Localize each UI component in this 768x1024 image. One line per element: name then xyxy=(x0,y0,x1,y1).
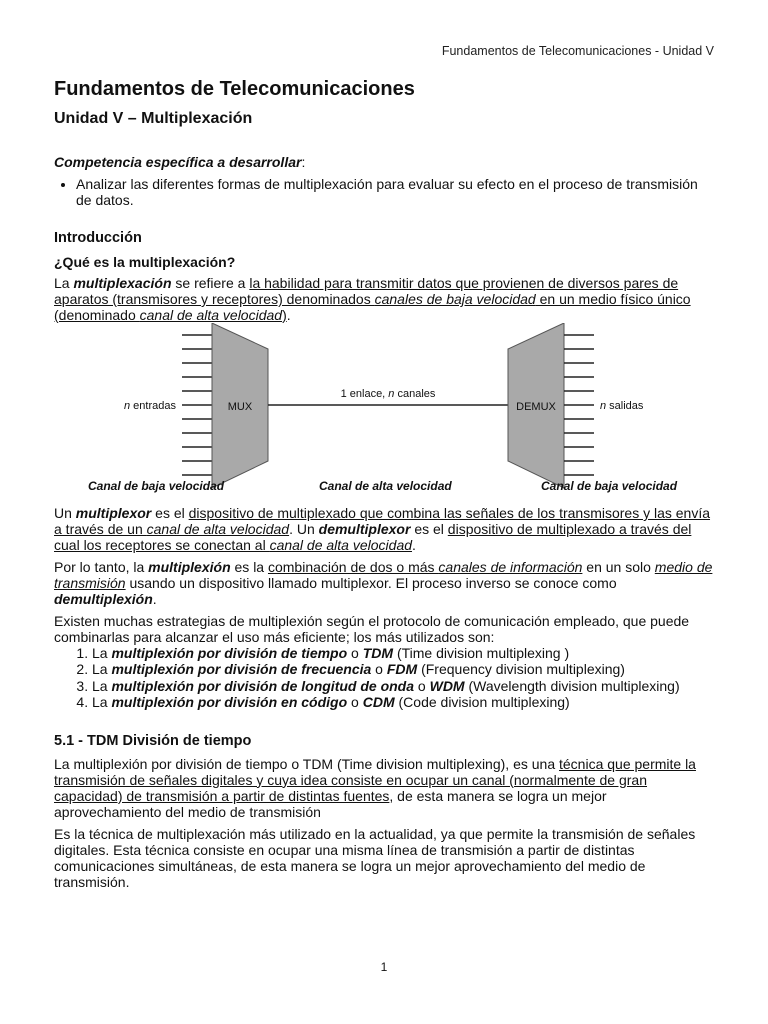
strategy-desc: (Frequency division multiplexing) xyxy=(417,661,625,678)
outputs-label-n: n xyxy=(600,400,607,412)
tdm-paragraph-2: Es la técnica de multiplexación más utilizado en la actualidad, ya que permite la transmisión de señales digitales. Esta técnica consiste en ocupar una misma línea de transmisión a partir de distintas comunicaciones simultáneas, de esta manera se logra un mejor aprovechamiento del medio de transmisión. xyxy=(54,825,696,890)
intro-question: ¿Qué es la multiplexación? xyxy=(54,254,236,270)
strategy-abbr: CDM xyxy=(362,694,395,711)
input-lines xyxy=(182,335,212,475)
multiplexor-paragraph xyxy=(54,505,714,553)
term-multiplexacion: multiplexación xyxy=(73,275,172,291)
inputs-label-text: entradas xyxy=(130,400,176,412)
competencia-colon: : xyxy=(301,154,306,170)
term-multiplexor: multiplexor xyxy=(75,505,152,521)
term-multiplexion: multiplexión xyxy=(148,559,231,575)
caption-low-speed-right: Canal de baja velocidad xyxy=(541,479,678,493)
multiplexion-paragraph xyxy=(54,559,714,607)
competencia-bullet: • Analizar las diferentes formas de multiplexación para evaluar su efecto en el proceso de transmisión de datos. xyxy=(76,176,714,208)
term-canal-alta: canal de alta velocidad xyxy=(146,521,290,537)
text-run: o xyxy=(371,661,387,678)
link-label-prefix: 1 enlace, xyxy=(340,388,389,400)
competencia-label-text: Competencia específica a desarrollar xyxy=(54,154,302,170)
competencia-list xyxy=(54,176,714,208)
strategy-name: multiplexión por división de tiempo xyxy=(111,645,348,661)
term-canal-alta: canal de alta velocidad xyxy=(139,307,283,323)
link-label-n: n xyxy=(388,388,395,400)
page-number: 1 xyxy=(380,960,388,974)
inputs-label xyxy=(124,400,176,412)
underlined-definition xyxy=(268,559,582,575)
text-run: La xyxy=(92,645,112,661)
running-header: Fundamentos de Telecomunicaciones - Unidad V xyxy=(441,44,714,58)
link-label-suffix: canales xyxy=(394,388,436,400)
text-run: La xyxy=(54,275,74,291)
text-run: es el xyxy=(151,505,189,521)
page-subtitle: Unidad V – Multiplexación xyxy=(54,110,253,127)
strategies-intro: Existen muchas estrategias de multiplexión según el protocolo de comunicación empleado, que puede combinarlas para alcanzar el uso más eficiente; los más utilizados son: xyxy=(54,613,690,645)
text-run: . xyxy=(152,591,157,607)
text-run: la habilidad para transmitir datos que provienen de diversos pares de aparatos (transmisores y receptores) denominados xyxy=(54,275,679,307)
strategy-name: multiplexión por división en código xyxy=(111,694,348,711)
text-run: Un xyxy=(54,505,76,521)
tdm-paragraph-1 xyxy=(54,756,714,820)
demux-label: DEMUX xyxy=(516,401,556,413)
strategy-abbr: TDM xyxy=(362,645,394,661)
inputs-label-n: n xyxy=(124,400,131,412)
strategy-abbr: WDM xyxy=(429,677,465,694)
strategy-item-tdm xyxy=(92,645,714,661)
text-run: . xyxy=(412,537,416,553)
text-run: dispositivo de multiplexado que combina las señales de los transmisores y las envía a través de un xyxy=(54,505,711,537)
caption-low-speed-left: Canal de baja velocidad xyxy=(88,479,225,493)
text-run: , de esta manera se logra un mejor aprovechamiento del medio de transmisión xyxy=(54,787,607,820)
text-run: . xyxy=(286,307,291,323)
text-run: La xyxy=(92,661,112,678)
term-demultiplexor: demultiplexor xyxy=(318,521,411,537)
strategy-item-cdm xyxy=(92,694,714,710)
text-run: es la xyxy=(230,559,268,575)
page-content xyxy=(54,78,714,890)
text-run: o xyxy=(414,677,430,694)
mux-demux-diagram xyxy=(54,323,714,505)
competencia-label xyxy=(54,154,714,170)
text-run: se refiere a xyxy=(171,275,250,291)
intro-paragraph xyxy=(54,275,714,323)
underlined-definition: técnica que permite la transmisión de señales digitales y cuya idea consiste en ocupar un canal (normalmente de gran capacidad) de transmisión a partir de distintas fuentes xyxy=(54,755,696,804)
text-run: dispositivo de multiplexado a través del cual los receptores se conectan al xyxy=(54,521,692,553)
text-run: combinación de dos o más xyxy=(267,559,439,575)
strategy-name: multiplexión por división de frecuencia xyxy=(111,661,372,678)
caption-high-speed: Canal de alta velocidad xyxy=(319,479,452,493)
text-run: usando un dispositivo llamado multiplexor. El proceso inverso se conoce como xyxy=(125,575,617,591)
section-heading-tdm: 5.1 - TDM División de tiempo xyxy=(54,732,252,749)
strategy-desc: (Time division multiplexing ) xyxy=(393,645,570,661)
text-run: o xyxy=(347,694,363,711)
strategy-abbr: FDM xyxy=(386,661,418,678)
text-run: en un solo xyxy=(582,559,655,575)
outputs-label xyxy=(600,400,644,412)
strategies-list xyxy=(54,645,714,711)
mux-label: MUX xyxy=(227,401,253,413)
text-run: . Un xyxy=(289,521,319,537)
text-run: La xyxy=(92,694,112,711)
text-run: Por lo tanto, la xyxy=(54,559,149,575)
term-canales-informacion: canales de información xyxy=(438,559,583,575)
page-title: Fundamentos de Telecomunicaciones xyxy=(54,78,415,100)
term-canal-alta: canal de alta velocidad xyxy=(269,537,413,553)
strategy-desc: (Code division multiplexing) xyxy=(394,694,570,711)
text-run: La xyxy=(92,677,112,694)
strategy-desc: (Wavelength division multiplexing) xyxy=(464,677,680,694)
outputs-label-text: salidas xyxy=(606,400,644,412)
text-run: La multiplexión por división de tiempo o TDM (Time division multiplexing), es una xyxy=(54,755,559,772)
term-demultiplexion: demultiplexión xyxy=(54,591,153,607)
text-run: o xyxy=(347,645,363,661)
output-lines xyxy=(564,335,594,475)
diagram-captions xyxy=(54,479,714,497)
strategy-item-fdm xyxy=(92,661,714,677)
text-run: en un medio físico único (denominado xyxy=(54,291,691,323)
term-canales-baja: canales de baja velocidad xyxy=(374,291,536,307)
link-label xyxy=(341,388,436,400)
term-medio-transmision: medio de transmisión xyxy=(54,559,713,591)
text-run: es el xyxy=(410,521,448,537)
text-run: ) xyxy=(282,307,287,323)
strategy-item-wdm xyxy=(92,678,714,694)
strategy-name: multiplexión por división de longitud de onda xyxy=(111,677,415,694)
diagram-svg xyxy=(54,323,714,505)
intro-heading: Introducción xyxy=(54,230,142,246)
